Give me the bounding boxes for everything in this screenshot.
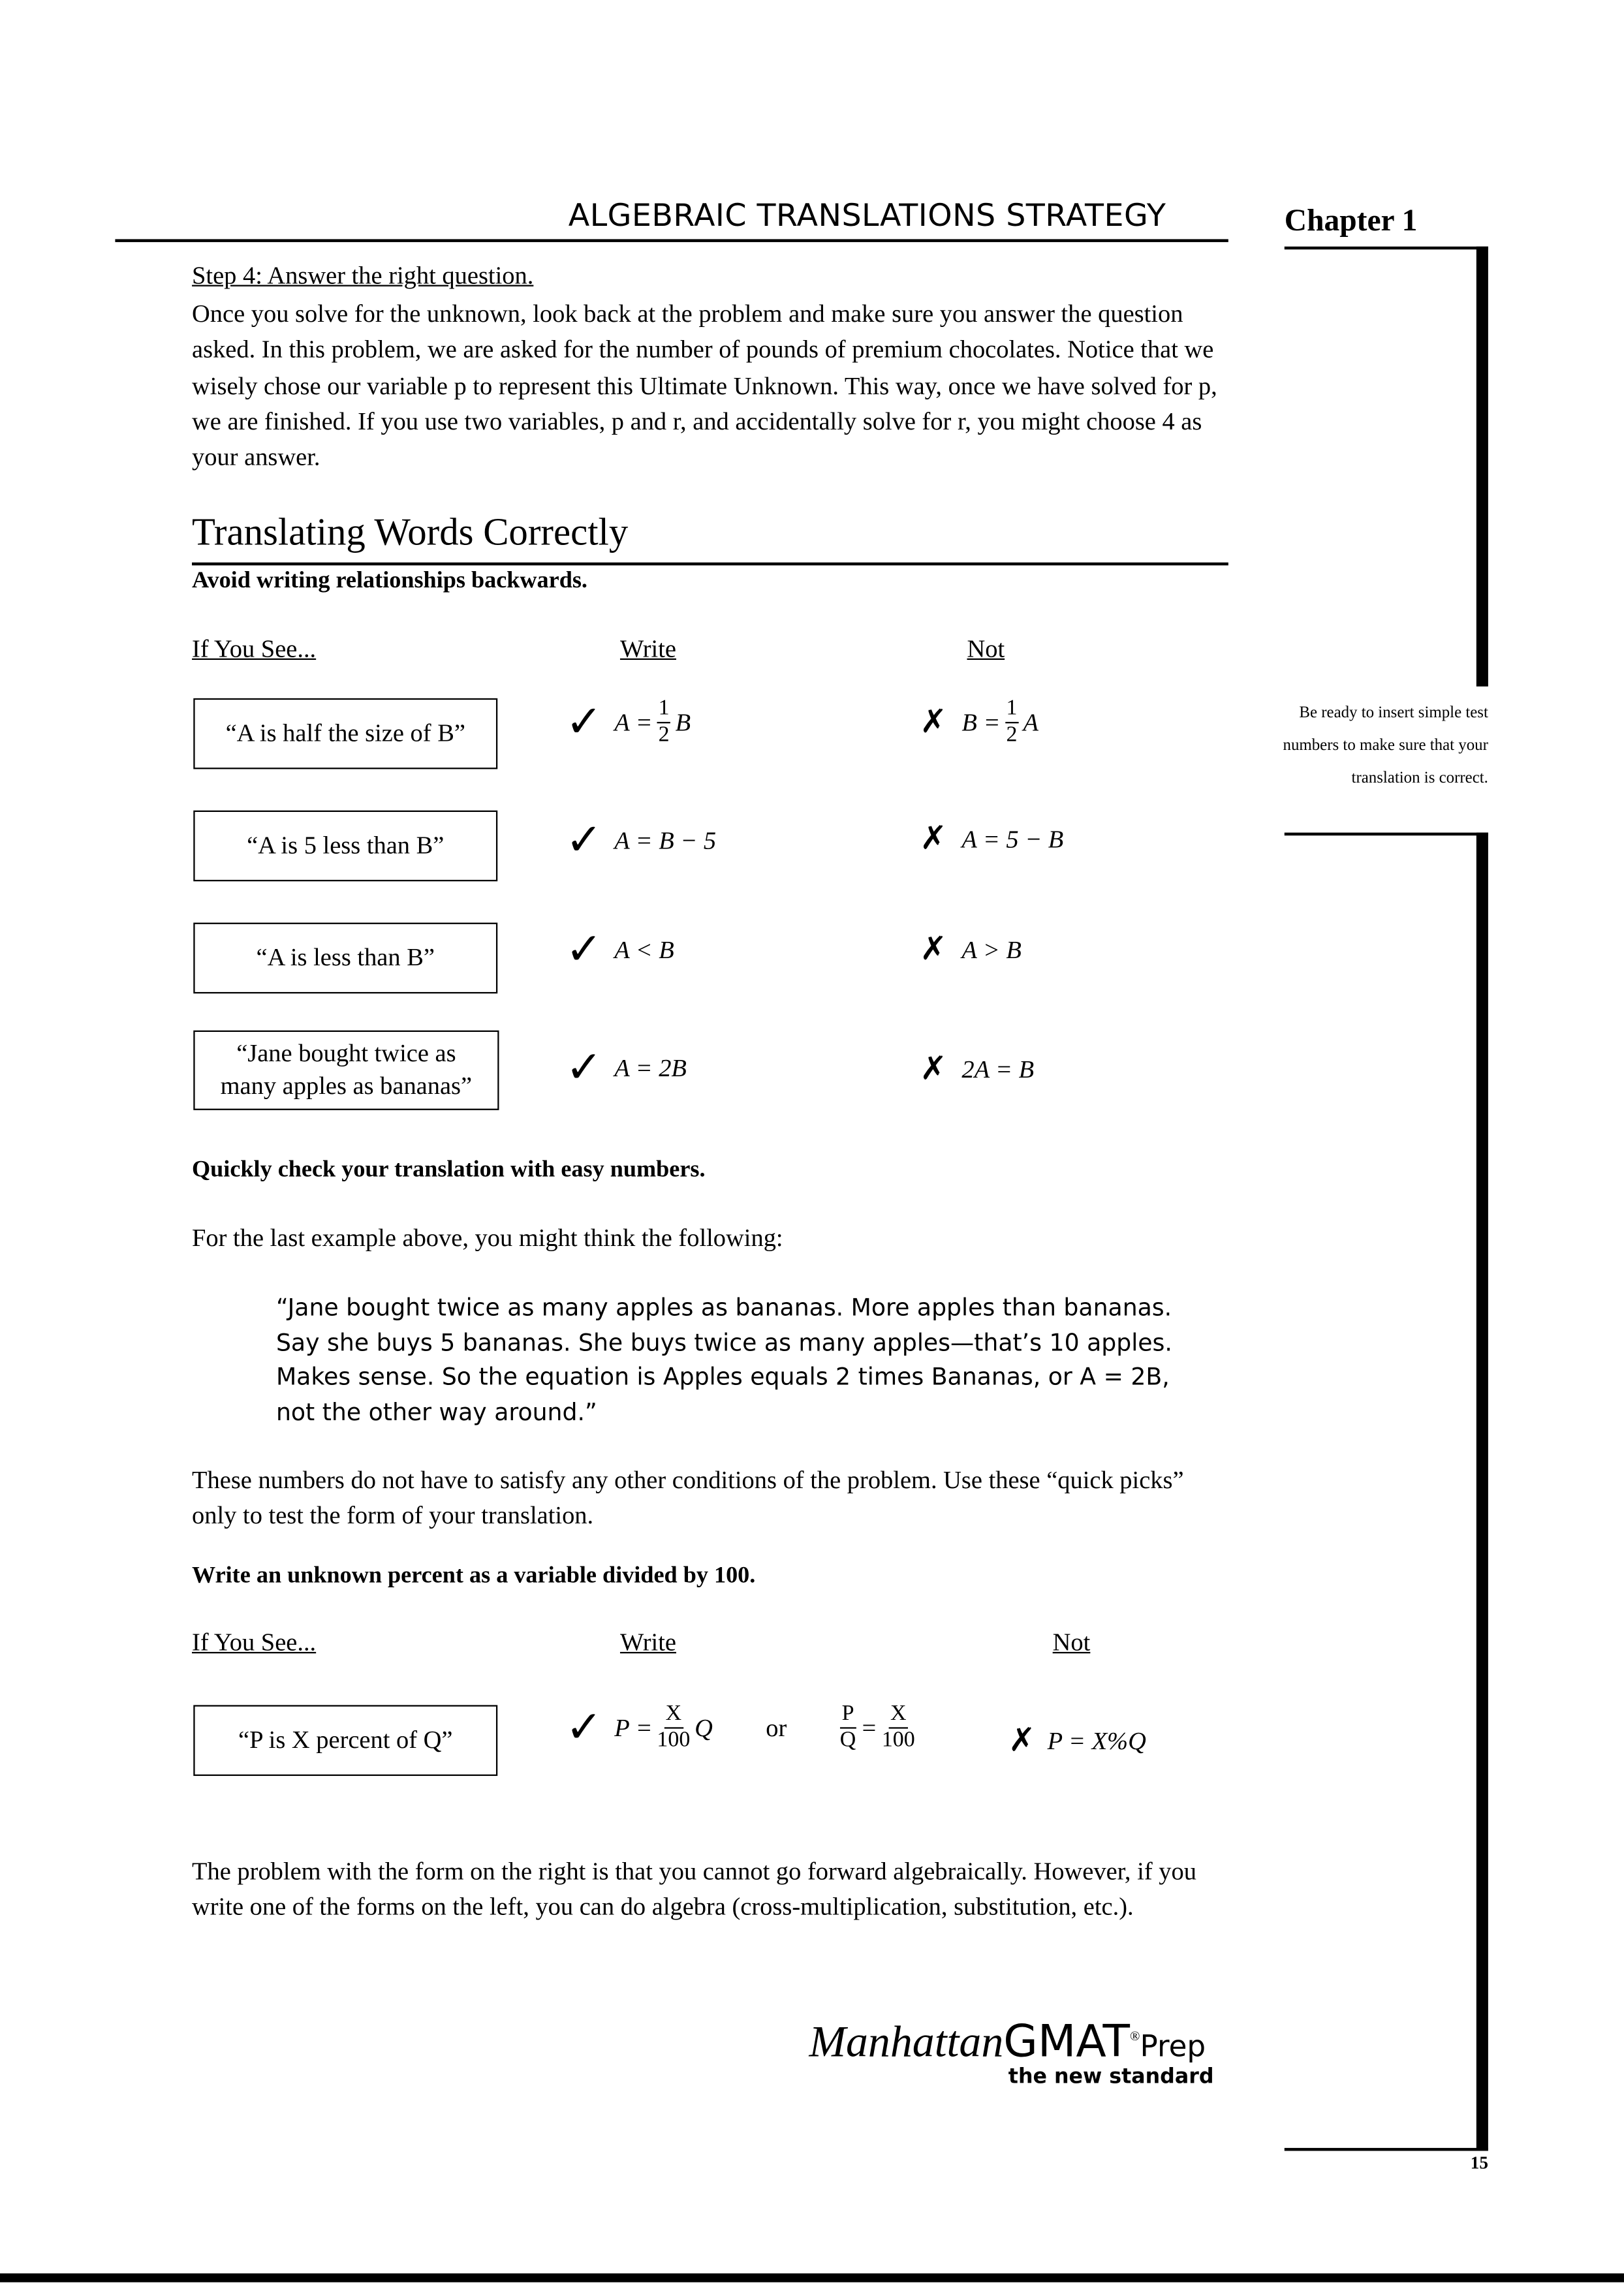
wrong-formula: B = $\frac{1}{2}$ A: [961, 696, 1039, 747]
side-bar: [1476, 247, 1488, 687]
side-rule: [1285, 247, 1488, 250]
example-text: “A is less than B”: [256, 943, 435, 972]
cross-icon: ✗: [1008, 1722, 1036, 1760]
section-title: Translating Words Correctly: [192, 510, 629, 554]
correct-formula: A < B: [614, 935, 674, 963]
col-header-see: If You See...: [192, 1628, 317, 1657]
example-box: [193, 923, 497, 994]
or-label: or: [766, 1713, 787, 1741]
wrong-formula: A = 5 − B: [961, 824, 1064, 853]
example-text: “P is X percent of Q”: [238, 1726, 453, 1754]
subhead: Write an unknown percent as a variable divided by 100.: [192, 1563, 756, 1589]
example-box: [193, 1705, 497, 1776]
subhead: Avoid writing relationships backwards.: [192, 568, 587, 594]
wrong-formula: A > B: [961, 935, 1022, 963]
cross-icon: ✗: [920, 820, 947, 858]
cross-icon: ✗: [920, 1051, 947, 1088]
check-icon: ✓: [565, 696, 603, 749]
example-text: “A is 5 less than B”: [247, 831, 445, 860]
correct-formula: P = $\frac{X}{100}$ Q: [614, 1702, 713, 1752]
closing-paragraph: The problem with the form on the right is that you cannot go forward algebraically. However, if you write one of the forms on the left, you can do algebra (cross-multiplication, substitution, etc.).: [192, 1857, 1196, 1921]
intro-text: For the last example above, you might think the following:: [192, 1224, 783, 1252]
side-rule: [1285, 833, 1488, 836]
cross-icon: ✗: [920, 931, 947, 969]
col-header-not: Not: [1052, 1628, 1091, 1657]
section-rule: [192, 563, 1228, 566]
check-icon: ✓: [565, 924, 603, 976]
col-header-write: Write: [619, 634, 676, 663]
logo-tagline: the new standard: [1008, 2065, 1214, 2089]
correct-formula: A = 2B: [614, 1053, 687, 1081]
check-icon: ✓: [565, 1702, 603, 1754]
publisher-logo: ManhattanGMAT®Prep: [809, 2016, 1206, 2068]
sidebar-note: Be ready to insert simple test numbers to make sure that your translation is correct.: [1283, 704, 1488, 787]
example-box: [193, 698, 497, 770]
cross-icon: ✗: [920, 704, 947, 741]
correct-formula: A = B − 5: [614, 826, 717, 854]
wrong-formula: P = X%Q: [1047, 1726, 1146, 1755]
example-box: [193, 1031, 499, 1110]
side-bar: [1476, 833, 1488, 2150]
check-icon: ✓: [565, 815, 603, 867]
page-number: 15: [1470, 2152, 1488, 2173]
wrong-formula: 2A = B: [961, 1055, 1035, 1083]
side-rule: [1285, 2148, 1488, 2151]
step-heading: Step 4: Answer the right question.: [192, 261, 534, 290]
chapter-label: Chapter 1: [1284, 202, 1418, 238]
correct-formula: A = $\frac{1}{2}$ B: [614, 696, 691, 747]
quote-block: “Jane bought twice as many apples as bananas. More apples than bananas. Say she buys 5 bananas. She buys twice as many apples—that’s 10 apples. Makes sense. So the equation is Apples equals 2 times Bananas, or A = 2B, not the other way around.”: [275, 1293, 1172, 1425]
header-rule: [115, 239, 1228, 242]
subhead: Quickly check your translation with easy numbers.: [192, 1157, 706, 1183]
check-icon: ✓: [565, 1042, 603, 1094]
col-header-see: If You See...: [192, 634, 317, 663]
section-header: ALGEBRAIC TRANSLATIONS STRATEGY: [568, 198, 1166, 234]
example-text: “Jane bought twice as many apples as bananas”: [220, 1039, 473, 1100]
example-box: [193, 811, 497, 882]
col-header-not: Not: [967, 634, 1005, 663]
paragraph: These numbers do not have to satisfy any other conditions of the problem. Use these “quick picks” only to test the form of your translation.: [192, 1465, 1184, 1530]
example-text: “A is half the size of B”: [225, 719, 465, 747]
scan-edge: [0, 2273, 1624, 2282]
step-paragraph: Once you solve for the unknown, look back at the problem and make sure you answer the question asked. In this problem, we are asked for the number of pounds of premium chocolates. Notice that we wisely chose our variable p to represent this Ultimate Unknown. This way, once we have solved for p, we are finished. If you use two variables, p and r, and accidentally solve for r, you might choose 4 as your answer.: [192, 300, 1217, 471]
col-header-write: Write: [619, 1628, 676, 1657]
correct-formula-alt: $\frac{P}{Q}$ = $\frac{X}{100}$: [839, 1702, 915, 1752]
